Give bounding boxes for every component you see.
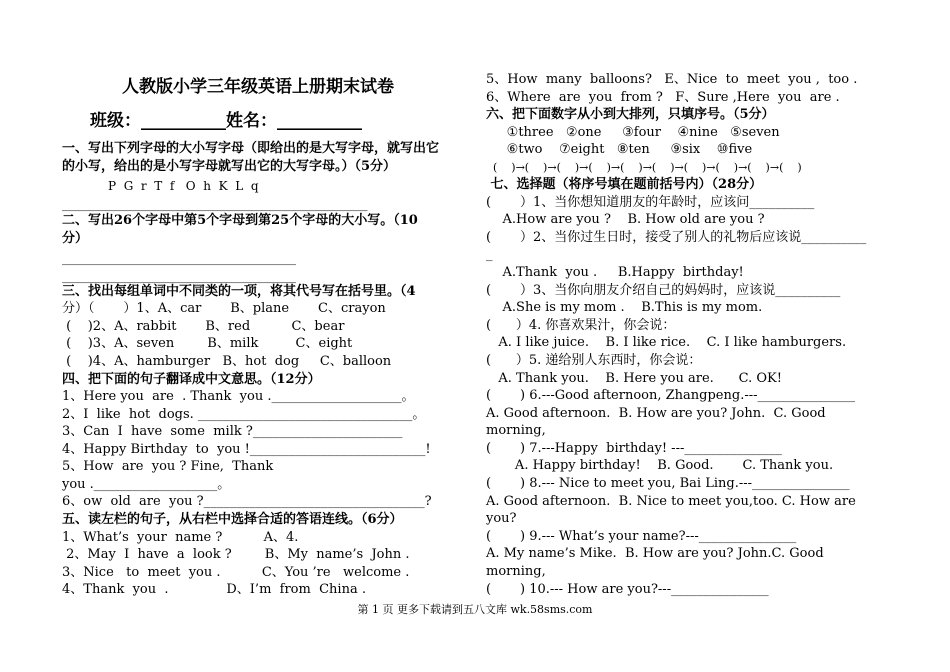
answer-line: _______________________________________________ [62, 197, 368, 212]
page-title: 人教版小学三年级英语上册期末试卷 [122, 77, 394, 97]
letters: P G r T f O h K L q [108, 179, 259, 193]
question: 4、Thank you . D、I’m from China . [62, 582, 366, 597]
question: ( )3、A、seven B、milk C、eight [62, 336, 353, 351]
number-list: ⑥two ⑦eight ⑧ten ⑨six ⑩five [486, 142, 753, 157]
number-list: ①three ②one ③four ④nine ⑤seven [486, 125, 780, 140]
question: 5、How are you ? Fine, Thank [62, 459, 274, 474]
options-cont: morning, [486, 564, 546, 579]
options: A.Thank you . B.Happy birthday! [486, 265, 744, 280]
question: ( ) 10.--- How are you?---_______________ [486, 582, 769, 597]
question: ( ）4. 你喜欢果汁，你会说： [486, 318, 676, 333]
question: ( )2、A、rabbit B、red C、bear [62, 319, 345, 334]
order-blanks: ( )→( )→( )→( )→( )→( )→( )→( )→( )→( ) [486, 161, 802, 174]
question: ( )4、A、hamburger B、hot dog C、balloon [62, 354, 392, 369]
options: A. Good afternoon. B. Nice to meet you,too. C. How are [486, 494, 856, 509]
answer-line: ____________________________________ [62, 251, 296, 266]
question: 3、Can I have some milk ?_______________________ [62, 424, 403, 439]
question: 6、Where are you from ? F、Sure ,Here you are . [486, 90, 840, 105]
section-6-heading: 六、把下面数字从小到大排列，只填序号。（5分） [486, 107, 775, 122]
question: ( ) 6.---Good afternoon, Zhangpeng.---_______________ [486, 388, 856, 403]
question: 分）（ ）1、A、car B、plane C、crayon [62, 301, 386, 316]
question: 6、ow old are you ?__________________________________? [62, 494, 432, 509]
options: A. My name’s Mike. B. How are you? John.C. Good [486, 546, 824, 561]
question: ( ）2、当你过生日时，接受了别人的礼物后应该说__________ [486, 230, 867, 245]
question: ( ) 8.--- Nice to meet you, Bai Ling.---_______________ [486, 476, 850, 491]
question: 2、I like hot dogs. _________________________________。 [62, 407, 426, 422]
question-cont: _ [486, 247, 493, 262]
class-name-line: 班级：__________姓名：__________ [90, 111, 362, 131]
question: 3、Nice to meet you . C、You ’re welcome . [62, 565, 410, 580]
question: ( ）5. 递给别人东西时，你会说： [486, 353, 702, 368]
question-cont: you .___________________。 [62, 477, 231, 492]
question: ( ) 9.--- What’s your name?---_______________ [486, 529, 797, 544]
options: A. Good afternoon. B. How are you? John. C. Good [486, 406, 826, 421]
section-2-heading: 二、写出26个字母中第5个字母到第25个字母的大小写。（10 [62, 213, 418, 228]
question: 2、May I have a look ? B、My name’s John . [62, 547, 410, 562]
section-5-heading: 五、读左栏的句子，从右栏中选择合适的答语连线。（6分） [62, 512, 403, 527]
options: A. I like juice. B. I like rice. C. I like hamburgers. [486, 335, 847, 350]
section-1-heading: 一、写出下列字母的大小写字母（即给出的是大写字母，就写出它 [62, 141, 440, 156]
options: A.How are you ? B. How old are you ? [486, 212, 765, 227]
question: 1、What’s your name ? A、4. [62, 530, 299, 545]
answer-line: ____________________________________ [62, 269, 296, 284]
section-4-heading: 四、把下面的句子翻译成中文意思。（12分） [62, 372, 321, 387]
section-3-heading: 三、找出每组单词中不同类的一项，将其代号写在括号里。（4 [62, 284, 416, 299]
options: A. Happy birthday! B. Good. C. Thank you. [486, 458, 834, 473]
options-cont: morning, [486, 423, 546, 438]
question: 5、How many balloons? E、Nice to meet you , too . [486, 72, 858, 87]
section-2-heading-cont: 分） [62, 231, 89, 246]
question: ( ）3、当你向朋友介绍自己的妈妈时，应该说__________ [486, 283, 841, 298]
options-cont: you? [486, 511, 517, 526]
question: 1、Here you are . Thank you .____________________。 [62, 389, 415, 404]
question: 4、Happy Birthday to you !___________________________! [62, 442, 431, 457]
options: A.She is my mom . B.This is my mom. [486, 300, 763, 315]
question: ( ) 7.---Happy birthday! ---_______________ [486, 441, 782, 456]
section-7-heading: 七、选择题（将序号填在题前括号内）（28分） [486, 177, 763, 192]
question: ( ）1、当你想知道朋友的年龄时，应该问__________ [486, 195, 815, 210]
page-footer: 第 1 页 更多下载请到五八文库 wk.58sms.com [357, 603, 593, 616]
options: A. Thank you. B. Here you are. C. OK! [486, 371, 782, 386]
section-1-heading-cont: 的小写，给出的是小写字母就写出它的大写字母。）（5分） [62, 159, 397, 174]
